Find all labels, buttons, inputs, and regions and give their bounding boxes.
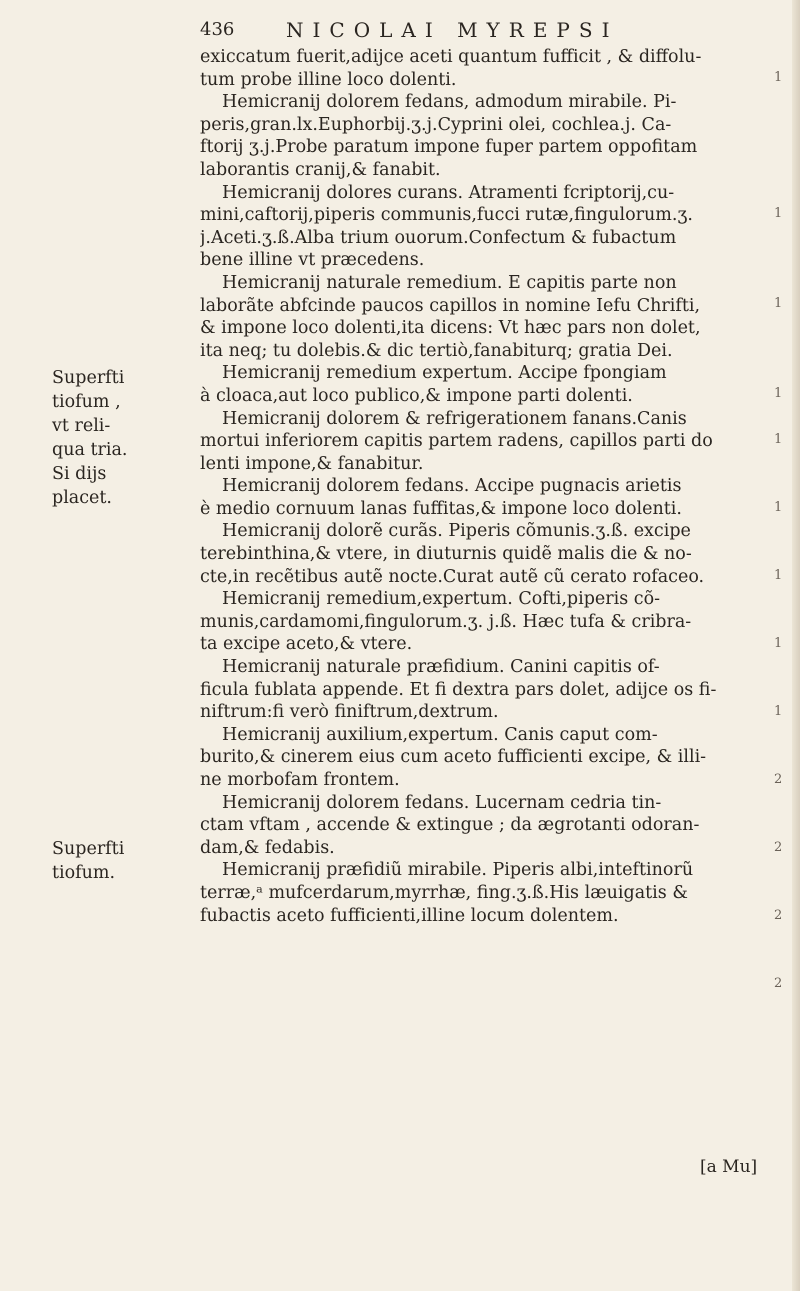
text-line: laborãte abfcinde paucos capillos in nomine Iefu Chrifti, — [200, 295, 701, 316]
text-line: mortui inferiorem capitis partem radens, capillos parti do — [200, 431, 713, 452]
text-line: lenti impone,& fanabitur. — [200, 453, 424, 474]
text-line: exiccatum fuerit,adijce aceti quantum fufficit , & diffolu- — [200, 47, 702, 67]
text-line: terebinthina,& vtere, in diuturnis quidẽ malis die & no- — [200, 544, 692, 565]
page-header — [200, 16, 760, 44]
recipe-number: 1 — [774, 636, 783, 651]
text-line: mini,caftorij,piperis communis,fucci rutæ,fingulorum.ʒ. — [200, 205, 693, 226]
text-line: peris,gran.lx.Euphorbij.ʒ.j.Cyprini olei, cochlea.j. Ca- — [200, 114, 672, 135]
text-line: cte,in recẽtibus autẽ nocte.Curat autẽ cũ cerato rofaceo. — [200, 566, 705, 587]
text-line: fubactis aceto fufficienti,illine locum dolentem. — [200, 905, 619, 926]
text-line: laborantis cranij,& fanabit. — [200, 159, 441, 180]
text-line: burito,& cinerem eius cum aceto fufficienti excipe, & illi- — [200, 747, 707, 768]
text-line: Hemicranij dolores curans. Atramenti fcriptorij,cu- — [222, 182, 675, 203]
recipe-number: 1 — [774, 500, 783, 515]
text-line: bene illine vt præcedens. — [200, 250, 425, 271]
text-line: Hemicranij dolorem fedans. Accipe pugnacis arietis — [222, 476, 682, 497]
text-line: Hemicranij dolorẽ curãs. Piperis cõmunis.ʒ.ß. excipe — [222, 521, 691, 542]
text-line: Hemicranij naturale remedium. E capitis parte non — [222, 272, 677, 293]
recipe-number: 2 — [774, 772, 783, 787]
text-line: Hemicranij remedium expertum. Accipe fpongiam — [222, 363, 667, 384]
main-text — [200, 46, 765, 927]
margin-note-line: Superfti — [52, 368, 125, 388]
recipe-number: 2 — [774, 976, 783, 991]
text-line: ita neq; tu dolebis.& dic tertiò,fanabiturq; gratia Dei. — [200, 340, 673, 361]
text-line: Hemicranij dolorem fedans, admodum mirabile. Pi- — [222, 92, 677, 113]
text-line: ftorij ʒ.j.Probe paratum impone fuper partem oppofitam — [200, 137, 698, 158]
text-line: dam,& fedabis. — [200, 837, 335, 858]
recipe-number: 1 — [774, 568, 783, 583]
text-line: & impone loco dolenti,ita dicens: Vt hæc pars non dolet, — [200, 318, 701, 339]
margin-note-line: Superfti — [52, 839, 125, 859]
text-line: j.Aceti.ʒ.ß.Alba trium ouorum.Confectum & fubactum — [200, 227, 677, 248]
recipe-number: 1 — [774, 704, 783, 719]
text-line: ta excipe aceto,& vtere. — [200, 634, 413, 655]
text-line: Hemicranij præfidiũ mirabile. Piperis albi,inteftinorũ — [222, 860, 694, 881]
page-number: 436 — [200, 19, 235, 40]
margin-note-line: qua tria. — [52, 440, 128, 460]
text-line: munis,cardamomi,fingulorum.ʒ. j.ß. Hæc tufa & cribra- — [200, 611, 692, 632]
margin-note-line: tiofum , — [52, 392, 121, 412]
margin-note-line: tiofum. — [52, 863, 116, 883]
text-line: ctam vftam , accende & extingue ; da ægrotanti odoran- — [200, 815, 700, 836]
text-line: ne morbofam frontem. — [200, 770, 400, 790]
margin-note-line: Si dijs — [52, 464, 107, 484]
text-line: terræ,ᵃ mufcerdarum,myrrhæ, fing.ʒ.ß.His læuigatis & — [200, 882, 688, 903]
text-line: Hemicranij dolorem & refrigerationem fanans.Canis — [222, 408, 687, 429]
text-line: Hemicranij remedium,expertum. Cofti,piperis cõ- — [222, 589, 661, 610]
text-line: tum probe illine loco dolenti. — [200, 69, 457, 90]
recipe-number: 1 — [774, 206, 783, 221]
margin-note-2 — [52, 837, 152, 885]
recipe-number: 1 — [774, 386, 783, 401]
recipe-number: 1 — [774, 296, 783, 311]
margin-note-line: placet. — [52, 488, 112, 508]
page-edge — [792, 0, 800, 1291]
catchword: [a Mu] — [700, 1157, 758, 1177]
running-head: NICOLAI MYREPSI — [286, 18, 619, 42]
text-line: Hemicranij dolorem fedans. Lucernam cedria tin- — [222, 792, 662, 813]
margin-note-line: vt reli- — [52, 416, 111, 436]
recipe-number: 2 — [774, 908, 783, 923]
recipe-number: 1 — [774, 432, 783, 447]
text-line: Hemicranij naturale præfidium. Canini capitis of- — [222, 657, 660, 678]
text-line: Hemicranij auxilium,expertum. Canis caput com- — [222, 724, 658, 745]
recipe-number: 2 — [774, 840, 783, 855]
text-line: è medio cornuum lanas fuffitas,& impone loco dolenti. — [200, 498, 682, 519]
margin-note-1 — [52, 366, 152, 510]
text-line: à cloaca,aut loco publico,& impone parti dolenti. — [200, 385, 633, 406]
text-line: ficula fublata appende. Et fi dextra pars dolet, adijce os fi- — [200, 679, 717, 700]
text-line: niftrum:fi verò finiftrum,dextrum. — [200, 702, 499, 723]
recipe-number: 1 — [774, 70, 783, 85]
